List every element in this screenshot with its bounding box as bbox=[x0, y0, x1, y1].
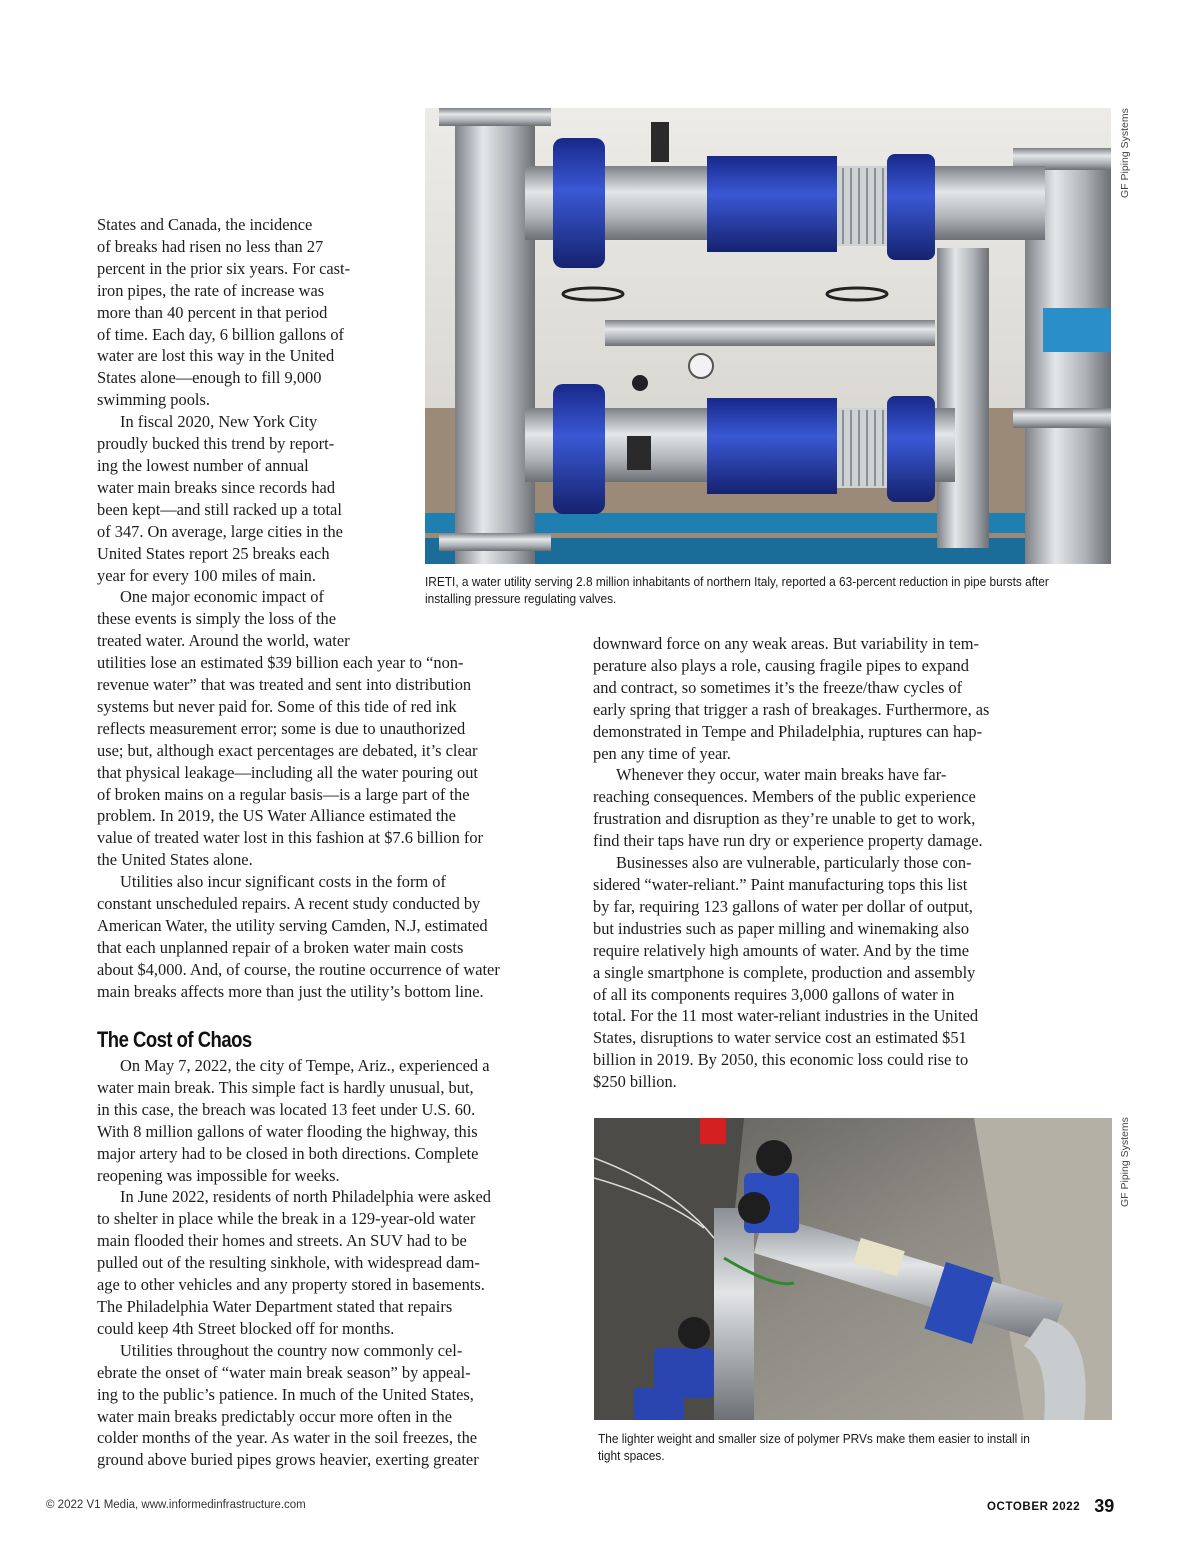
text-line: but industries such as paper milling and winemaking also bbox=[593, 918, 970, 938]
text-line: that physical leakage—including all the water pouring out bbox=[97, 762, 478, 782]
text-line: frustration and disruption as they’re unable to get to work, bbox=[593, 809, 976, 829]
text-line: value of treated water lost in this fashion at $7.6 billion for bbox=[97, 828, 483, 848]
text-line: Utilities also incur significant costs in the form of bbox=[120, 872, 446, 892]
paragraph-break-incidence bbox=[97, 214, 500, 1003]
text-line: reaching consequences. Members of the public experience bbox=[593, 787, 976, 807]
text-line: revenue water” that was treated and sent into distribution bbox=[97, 675, 472, 695]
text-line: been kept—and still racked up a total bbox=[97, 499, 342, 519]
polymer-prv-illustration bbox=[594, 1118, 1112, 1420]
caption-line: tight spaces. bbox=[598, 1448, 665, 1463]
text-line: States, disruptions to water service cost an estimated $51 bbox=[593, 1028, 967, 1048]
section-heading: The Cost of Chaos bbox=[97, 1027, 252, 1052]
photo-credit-bottom: GF Piping Systems bbox=[1119, 1117, 1131, 1207]
pressure-valves-illustration bbox=[425, 108, 1111, 564]
text-line: States and Canada, the incidence bbox=[97, 215, 313, 234]
text-line: the United States alone. bbox=[97, 850, 253, 870]
text-line: that each unplanned repair of a broken water main costs bbox=[97, 937, 464, 957]
photo-credit-top: GF Piping Systems bbox=[1119, 108, 1131, 198]
text-line: Businesses also are vulnerable, particularly those con- bbox=[616, 853, 972, 873]
text-line: systems but never paid for. Some of this tide of red ink bbox=[97, 696, 457, 716]
text-line: about $4,000. And, of course, the routine occurrence of water bbox=[97, 959, 500, 979]
text-line: water are lost this way in the United bbox=[97, 346, 335, 366]
text-line: $250 billion. bbox=[593, 1072, 677, 1092]
text-line: proudly bucked this trend by report- bbox=[97, 434, 335, 454]
text-line: use; but, although exact percentages are debated, it’s clear bbox=[97, 740, 478, 760]
text-line: pulled out of the resulting sinkhole, with widespread dam- bbox=[97, 1253, 480, 1273]
footer-copyright: © 2022 V1 Media, www.informedinfrastructure.com bbox=[46, 1499, 306, 1511]
text-line: demonstrated in Tempe and Philadelphia, ruptures can hap- bbox=[593, 721, 983, 741]
caption-line: IRETI, a water utility serving 2.8 million inhabitants of northern Italy, reported a 63-percent reduction in pipe bursts after bbox=[425, 574, 1049, 589]
text-line: States alone—enough to fill 9,000 bbox=[97, 368, 322, 388]
caption-line: installing pressure regulating valves. bbox=[425, 591, 617, 606]
text-line: of all its components requires 3,000 gallons of water in bbox=[593, 984, 955, 1004]
text-line: a single smartphone is complete, production and assembly bbox=[593, 962, 976, 982]
text-line: total. For the 11 most water-reliant industries in the United bbox=[593, 1006, 979, 1026]
caption-bottom bbox=[598, 1430, 1030, 1464]
text-line: The Philadelphia Water Department stated that repairs bbox=[97, 1296, 453, 1316]
text-line: water main breaks predictably occur more often in the bbox=[97, 1406, 452, 1426]
text-line: ing to the public’s patience. In much of the United States, bbox=[97, 1384, 474, 1404]
text-line: water main break. This simple fact is hardly unusual, but, bbox=[97, 1077, 474, 1097]
text-line: of time. Each day, 6 billion gallons of bbox=[97, 324, 345, 344]
text-line: colder months of the year. As water in the soil freezes, the bbox=[97, 1428, 478, 1448]
text-line: these events is simply the loss of the bbox=[97, 609, 337, 629]
text-line: could keep 4th Street blocked off for months. bbox=[97, 1318, 395, 1338]
text-line: Utilities throughout the country now commonly cel- bbox=[120, 1340, 463, 1360]
text-line: year for every 100 miles of main. bbox=[97, 565, 316, 585]
text-line: reflects measurement error; some is due to unauthorized bbox=[97, 718, 466, 738]
text-line: by far, requiring 123 gallons of water per dollar of output, bbox=[593, 896, 973, 916]
text-line: require relatively high amounts of water. And by the time bbox=[593, 940, 969, 960]
caption-top bbox=[425, 573, 1049, 607]
text-line: in this case, the breach was located 13 feet under U.S. 60. bbox=[97, 1099, 476, 1119]
text-line: ing the lowest number of annual bbox=[97, 455, 309, 475]
text-line: reopening was impossible for weeks. bbox=[97, 1165, 340, 1185]
text-line: and contract, so sometimes it’s the freeze/thaw cycles of bbox=[593, 677, 963, 697]
photo-pressure-valves bbox=[425, 108, 1111, 564]
text-line: find their taps have run dry or experience property damage. bbox=[593, 831, 983, 851]
text-line: On May 7, 2022, the city of Tempe, Ariz., experienced a bbox=[120, 1056, 490, 1075]
text-line: With 8 million gallons of water flooding the highway, this bbox=[97, 1121, 478, 1141]
text-line: ground above buried pipes grows heavier, exerting greater bbox=[97, 1450, 479, 1470]
text-line: ebrate the onset of “water main break season” by appeal- bbox=[97, 1362, 471, 1382]
text-line: main flooded their homes and streets. An SUV had to be bbox=[97, 1231, 467, 1251]
text-line: American Water, the utility serving Camden, N.J, estimated bbox=[97, 916, 488, 935]
text-line: to shelter in place while the break in a 129-year-old water bbox=[97, 1209, 476, 1229]
text-line: age to other vehicles and any property stored in basements. bbox=[97, 1275, 485, 1295]
text-line: In fiscal 2020, New York City bbox=[120, 412, 318, 432]
text-line: One major economic impact of bbox=[120, 587, 324, 607]
text-line: water main breaks since records had bbox=[97, 477, 336, 497]
text-line: more than 40 percent in that period bbox=[97, 302, 328, 322]
photo-polymer-prv bbox=[594, 1118, 1112, 1420]
paragraph-right-column bbox=[593, 633, 989, 1093]
text-line: problem. In 2019, the US Water Alliance estimated the bbox=[97, 806, 456, 826]
caption-line: The lighter weight and smaller size of polymer PRVs make them easier to install in bbox=[598, 1431, 1030, 1446]
text-line: constant unscheduled repairs. A recent study conducted by bbox=[97, 894, 481, 914]
text-line: early spring that trigger a rash of breakages. Furthermore, as bbox=[593, 699, 990, 719]
text-line: of breaks had risen no less than 27 bbox=[97, 236, 324, 256]
text-line: sidered “water-reliant.” Paint manufacturing tops this list bbox=[593, 874, 968, 894]
issue-date: OCTOBER 2022 bbox=[987, 1501, 1081, 1513]
text-line: In June 2022, residents of north Philadelphia were asked bbox=[120, 1187, 491, 1207]
page-number: 39 bbox=[1094, 1496, 1115, 1516]
text-line: main breaks affects more than just the utility’s bottom line. bbox=[97, 981, 484, 1001]
text-line: billion in 2019. By 2050, this economic loss could rise to bbox=[593, 1050, 969, 1070]
paragraph-cost-of-chaos bbox=[97, 1055, 491, 1471]
text-line: of 347. On average, large cities in the bbox=[97, 521, 343, 541]
text-line: iron pipes, the rate of increase was bbox=[97, 280, 325, 300]
text-line: Whenever they occur, water main breaks have far- bbox=[616, 765, 947, 785]
text-line: United States report 25 breaks each bbox=[97, 543, 330, 563]
text-line: of broken mains on a regular basis—is a large part of the bbox=[97, 784, 470, 804]
text-line: swimming pools. bbox=[97, 390, 210, 410]
text-line: percent in the prior six years. For cast- bbox=[97, 258, 351, 278]
text-line: utilities lose an estimated $39 billion each year to “non- bbox=[97, 653, 464, 673]
text-line: perature also plays a role, causing fragile pipes to expand bbox=[593, 655, 969, 675]
footer-issue bbox=[987, 1496, 1114, 1517]
text-line: major artery had to be closed in both directions. Complete bbox=[97, 1143, 479, 1163]
text-line: pen any time of year. bbox=[593, 743, 731, 763]
text-line: treated water. Around the world, water bbox=[97, 631, 350, 651]
text-line: downward force on any weak areas. But variability in tem- bbox=[593, 634, 979, 653]
